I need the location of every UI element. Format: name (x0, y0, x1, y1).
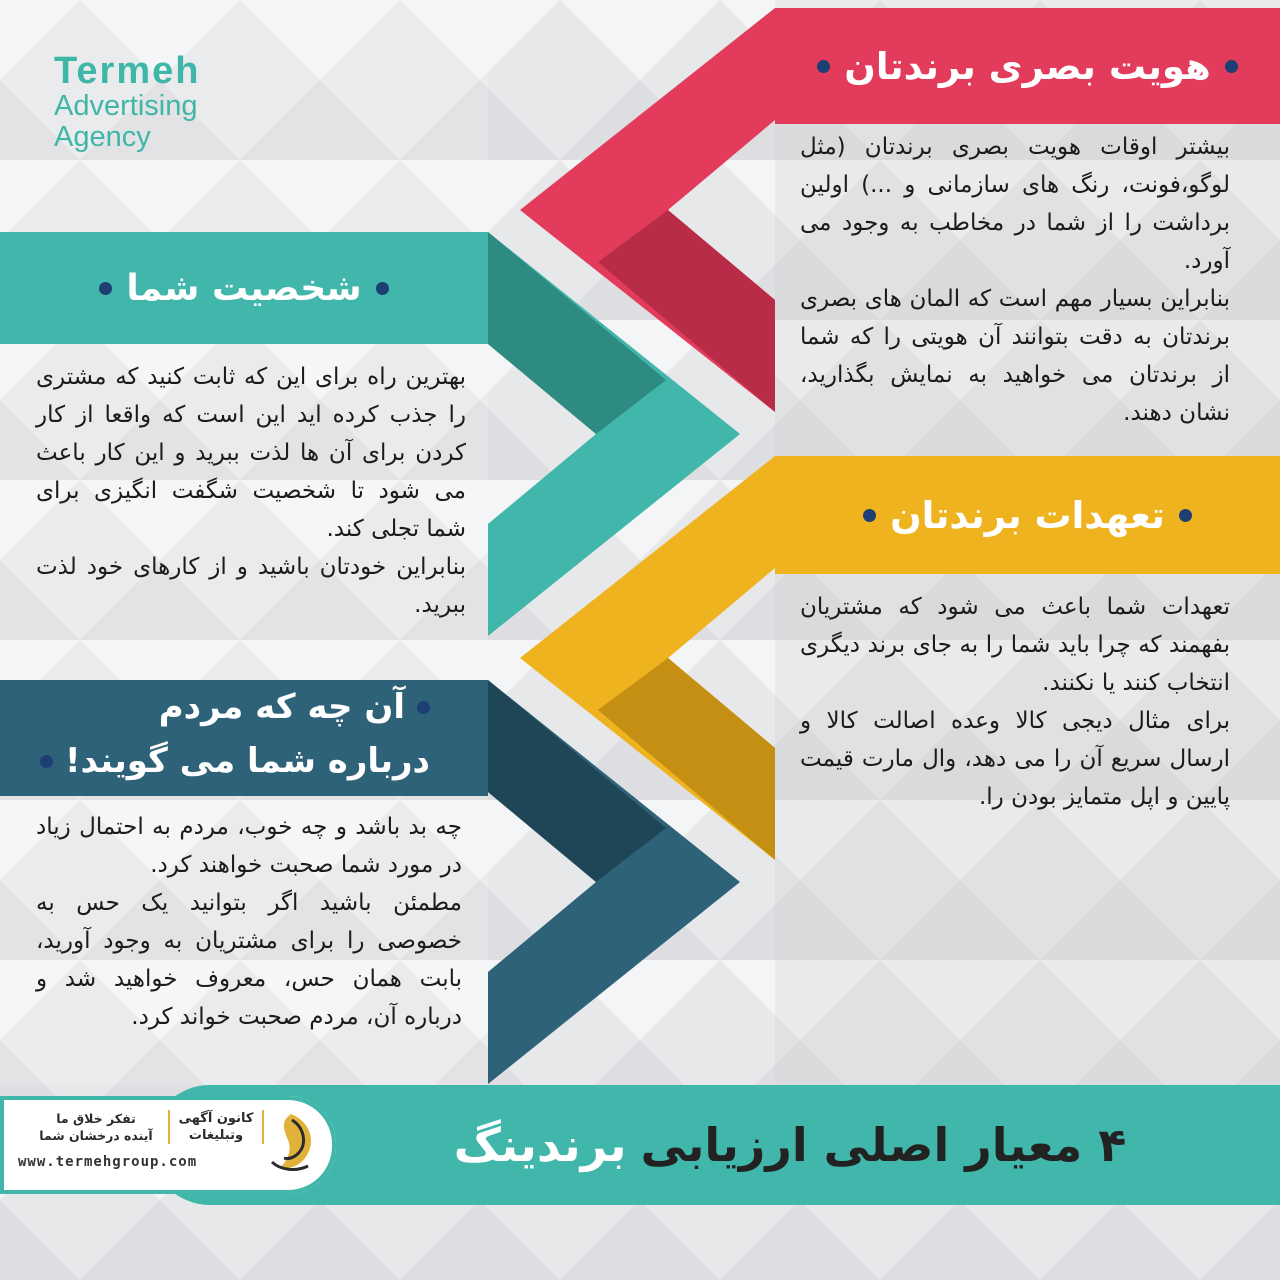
termeh-logo-icon (262, 1110, 320, 1176)
commitments-paragraph-1: تعهدات شما باعث می شود که مشتریان بفهمند که چرا باید شما را به جای برند دیگری انتخاب کنند یا نکنند. (800, 594, 1230, 696)
footer-title-accent: برندینگ (453, 1118, 627, 1172)
what-people-say-paragraph-2: مطمئن باشید اگر بتوانید یک حس به خصوصی را برای مشتریان به وجود آورید، بابت همان حس، معروف خواهید شد و درباره آن، مردم صحبت خواند کرد. (36, 890, 462, 1030)
personality-paragraph-2: بنابراین خودتان باشید و از کارهای خود لذت ببرید. (36, 554, 466, 618)
what-people-say-title-line1: آن چه که مردم (158, 687, 405, 727)
brand-line-advertising: Advertising (54, 90, 198, 122)
agency-name (168, 1110, 264, 1144)
footer-title (400, 1100, 1180, 1190)
brand-wordmark (54, 52, 200, 152)
agency-name-line1: کانون آگهی (178, 1111, 254, 1126)
bullet-icon (40, 755, 53, 768)
brand-name: Termeh (54, 50, 201, 92)
what-people-say-title-line2-row (0, 734, 430, 788)
personality-title: شخصیت شما (126, 267, 362, 309)
agency-logo-card (0, 1096, 336, 1194)
commitments-text (800, 588, 1230, 816)
bullet-icon (817, 60, 830, 73)
agency-website-url: www.termehgroup.com (18, 1154, 198, 1170)
bullet-icon (417, 701, 430, 714)
agency-slogan (26, 1110, 166, 1144)
what-people-say-heading (0, 680, 488, 796)
bullet-icon (376, 282, 389, 295)
agency-slogan-line2: آینده درخشان شما (39, 1128, 153, 1143)
commitments-heading (775, 456, 1280, 574)
visual-identity-text (800, 128, 1230, 432)
bullet-icon (99, 282, 112, 295)
personality-paragraph-1: بهترین راه برای این که ثابت کنید که مشتری را جذب کرده اید این است که واقعا از کار کردن برای آن ها لذت ببرید و این کار باعث می شود تا شخصیت شگفت انگیزی برای شما تجلی کند. (36, 364, 466, 542)
commitments-paragraph-2: برای مثال دیجی کالا وعده اصالت کالا و ارسال سریع آن را می دهد، وال مارت قیمت پایین و اپل متمایز بودن را. (800, 708, 1230, 810)
agency-name-line2: وتبلیغات (188, 1128, 244, 1143)
visual-identity-heading (775, 8, 1280, 124)
visual-identity-title: هویت بصری برندتان (844, 44, 1211, 88)
what-people-say-title-line1-row (0, 680, 430, 734)
bullet-icon (1225, 60, 1238, 73)
what-people-say-paragraph-1: چه بد باشد و چه خوب، مردم به احتمال زیاد در مورد شما صحبت خواهند کرد. (36, 814, 462, 878)
what-people-say-text (36, 808, 462, 1036)
footer-title-prefix: ۴ معیار اصلی ارزیابی (640, 1118, 1127, 1172)
personality-text (36, 358, 466, 624)
visual-identity-paragraph-1: بیشتر اوقات هویت بصری برندتان (مثل لوگو،فونت، رنگ های سازمانی و ...) اولین برداشت را از شما در مخاطب به وجود می آورد. (800, 134, 1230, 274)
personality-heading (0, 232, 488, 344)
agency-slogan-line1: تفکر خلاق ما (56, 1111, 136, 1126)
visual-identity-paragraph-2: بنابراین بسیار مهم است که المان های بصری برندتان به دقت بتوانند آن هویتی را که شما از برندتان می خواهید به نمایش بگذارید، نشان دهند. (800, 286, 1230, 426)
what-people-say-title-line2: درباره شما می گویند! (64, 741, 430, 781)
bullet-icon (1179, 509, 1192, 522)
bullet-icon (863, 509, 876, 522)
commitments-title: تعهدات برندتان (890, 493, 1165, 537)
brand-line-agency: Agency (54, 121, 151, 153)
